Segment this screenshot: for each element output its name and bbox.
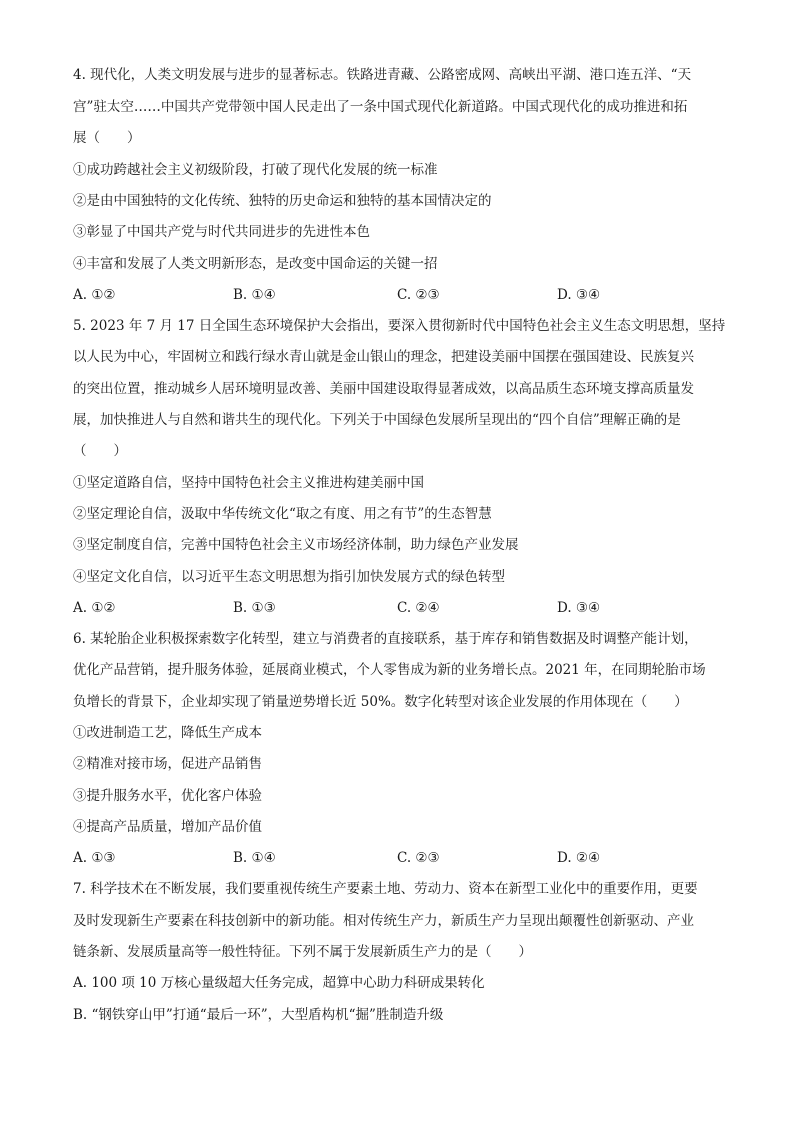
- q7-stem-line-2: 及时发现新生产要素在科技创新中的新功能。相对传统生产力，新质生产力呈现出颠覆性创新驱动、产业: [73, 913, 694, 929]
- q6-option-d: D. ②④: [557, 850, 601, 866]
- q7-stem-line-3: 链条新、发展质量高等一般性特征。下列不属于发展新质生产力的是（ ）: [73, 944, 532, 960]
- q5-statement-3: ③坚定制度自信，完善中国特色社会主义市场经济体制，助力绿色产业发展: [73, 537, 519, 553]
- q6-statement-2: ②精准对接市场，促进产品销售: [73, 756, 262, 772]
- q4-stem-line-2: 宫”驻太空……中国共产党带领中国人民走出了一条中国式现代化新道路。中国式现代化的成功推进和拓: [73, 99, 688, 115]
- q5-stem-line-3: 的突出位置，推动城乡人居环境明显改善、美丽中国建设取得显著成效，以高品质生态环境支撑高质量发: [73, 381, 694, 397]
- q7-option-b: B. “钢铁穿山甲”打通“最后一环”，大型盾构机“掘”胜制造升级: [73, 1007, 444, 1023]
- q6-stem-line-2: 优化产品营销，提升服务体验，延展商业模式，个人零售成为新的业务增长点。2021 年，在同期轮胎市场: [73, 662, 706, 678]
- q5-statement-4: ④坚定文化自信，以习近平生态文明思想为指引加快发展方式的绿色转型: [73, 569, 505, 585]
- q7-option-a: A. 100 项 10 万核心量级超大任务完成，超算中心助力科研成果转化: [73, 975, 485, 991]
- q6-stem-line-3: 负增长的背景下，企业却实现了销量逆势增长近 50%。数字化转型对该企业发展的作用体现在（ ）: [73, 694, 688, 710]
- q6-statement-3: ③提升服务水平，优化客户体验: [73, 788, 262, 804]
- q7-stem-line-1: 7. 科学技术在不断发展，我们要重视传统生产要素土地、劳动力、资本在新型工业化中的重要作用，更要: [73, 881, 698, 897]
- q5-option-c: C. ②④: [397, 600, 440, 616]
- q5-statement-2: ②坚定理论自信，汲取中华传统文化“取之有度、用之有节”的生态智慧: [73, 506, 492, 522]
- q4-stem-line-1: 4. 现代化，人类文明发展与进步的显著标志。铁路进青藏、公路密成网、高峡出平湖、港口连五洋、“天: [73, 67, 692, 83]
- q5-option-d: D. ③④: [557, 600, 601, 616]
- q5-stem-line-2: 以人民为中心，牢固树立和践行绿水青山就是金山银山的理念，把建设美丽中国摆在强国建设、民族复兴: [73, 349, 694, 365]
- q4-option-a: A. ①②: [73, 287, 116, 303]
- q4-statement-3: ③彰显了中国共产党与时代共同进步的先进性本色: [73, 224, 370, 240]
- q6-statement-1: ①改进制造工艺，降低生产成本: [73, 725, 262, 741]
- q5-stem-line-1: 5. 2023 年 7 月 17 日全国生态环境保护大会指出，要深入贯彻新时代中国特色社会主义生态文明思想，坚持: [73, 318, 726, 334]
- q4-stem-line-3: 展（ ）: [73, 130, 141, 146]
- q6-option-a: A. ①③: [73, 850, 116, 866]
- q4-statement-1: ①成功跨越社会主义初级阶段，打破了现代化发展的统一标准: [73, 162, 438, 178]
- q6-option-b: B. ①④: [233, 850, 276, 866]
- q6-option-c: C. ②③: [397, 850, 440, 866]
- q4-option-c: C. ②③: [397, 287, 440, 303]
- q4-option-b: B. ①④: [233, 287, 276, 303]
- q6-statement-4: ④提高产品质量，增加产品价值: [73, 819, 262, 835]
- q5-stem-line-4: 展，加快推进人与自然和谐共生的现代化。下列关于中国绿色发展所呈现出的“四个自信”理解正确的是: [73, 412, 681, 428]
- q5-option-a: A. ①②: [73, 600, 116, 616]
- q6-stem-line-1: 6. 某轮胎企业积极探索数字化转型，建立与消费者的直接联系，基于库存和销售数据及时调整产能计划，: [73, 631, 698, 647]
- q5-stem-line-5: （ ）: [73, 443, 127, 459]
- q4-statement-2: ②是由中国独特的文化传统、独特的历史命运和独特的基本国情决定的: [73, 193, 492, 209]
- q4-option-d: D. ③④: [557, 287, 601, 303]
- q5-statement-1: ①坚定道路自信，坚持中国特色社会主义推进构建美丽中国: [73, 475, 424, 491]
- q5-option-b: B. ①③: [233, 600, 276, 616]
- q4-statement-4: ④丰富和发展了人类文明新形态，是改变中国命运的关键一招: [73, 256, 438, 272]
